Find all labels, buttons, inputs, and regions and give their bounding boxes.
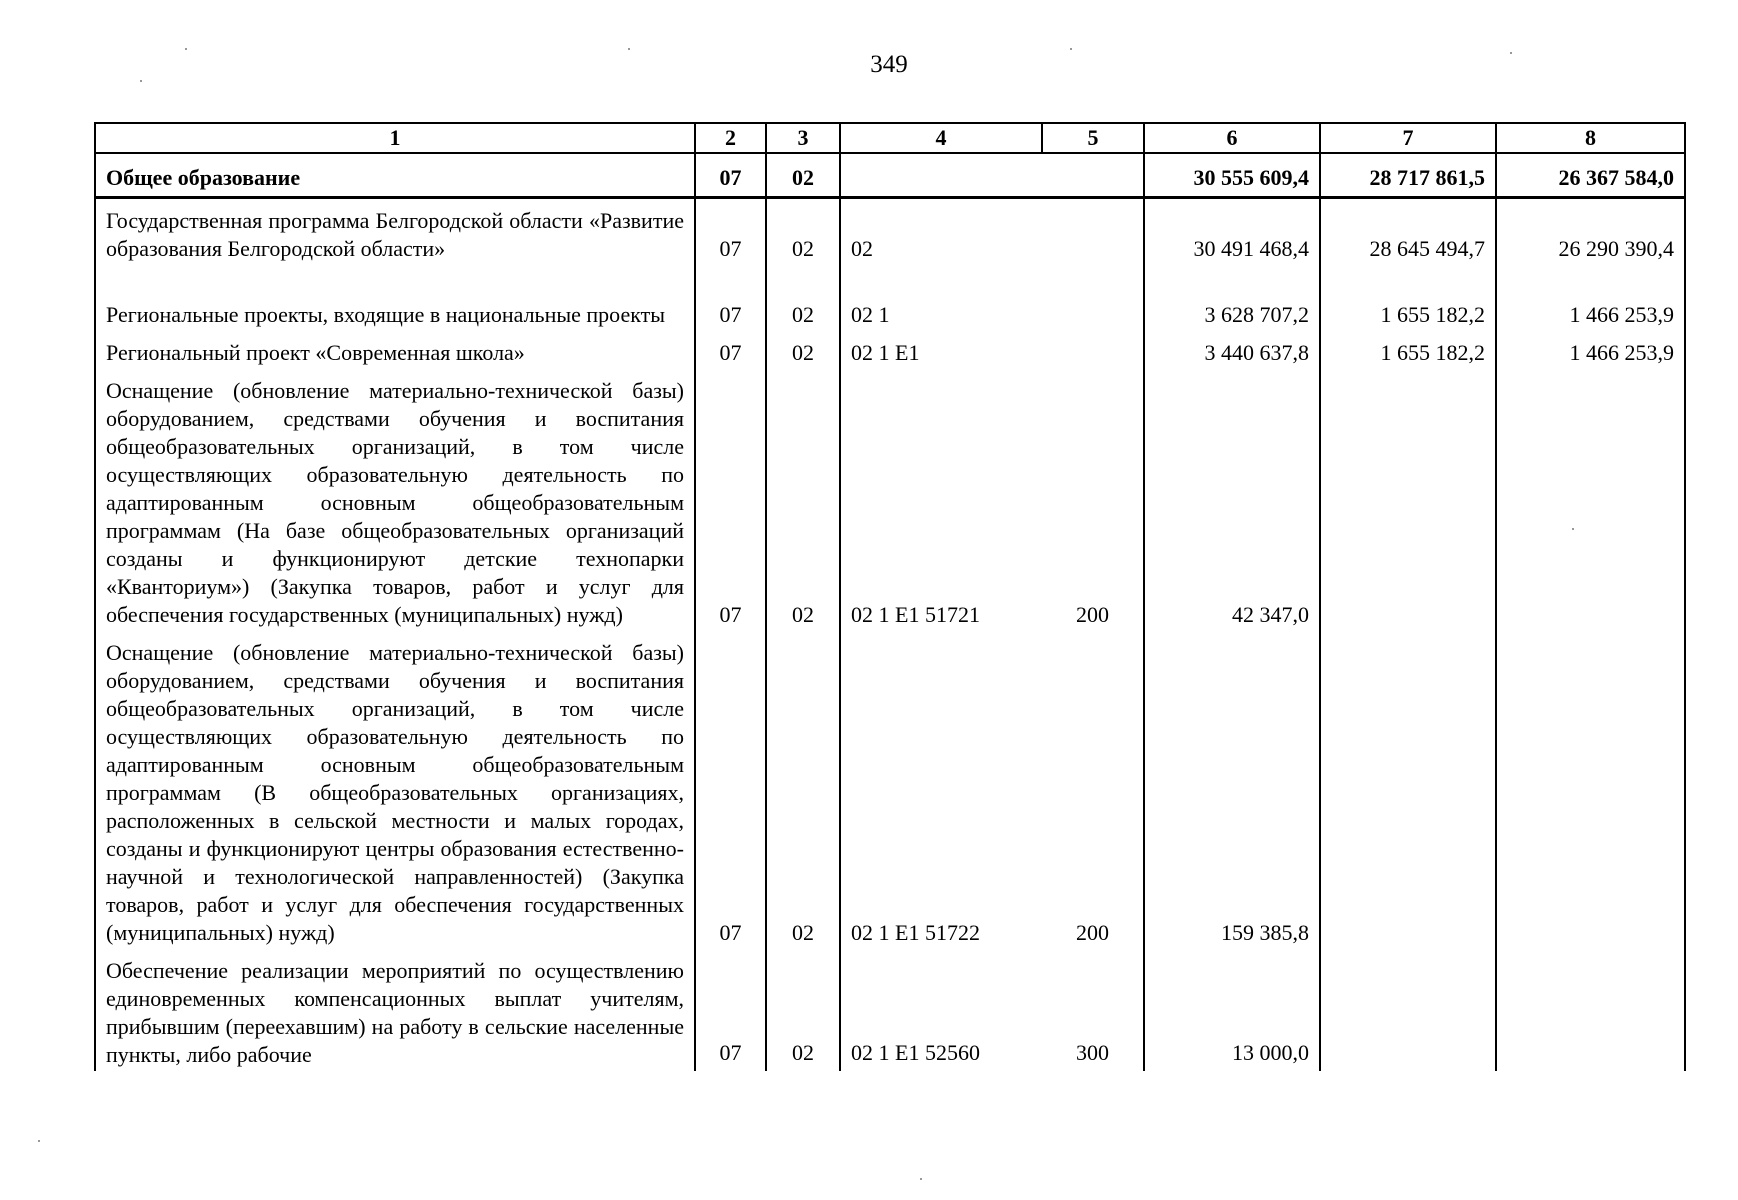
budget-table-container [94, 122, 1684, 1071]
total-section: 07 [695, 153, 766, 198]
row-amount-2023 [1320, 951, 1496, 1071]
row-amount-2024: 1 466 253,9 [1496, 333, 1685, 371]
row-amount-2022: 30 491 468,4 [1144, 198, 1320, 268]
scan-speck [38, 1140, 40, 1142]
row-amount-2024 [1496, 633, 1685, 951]
row-name: Оснащение (обновление материально-технической базы) оборудованием, средствами обучения и воспитания общеобразовательных организаций, в том числе осуществляющих образовательную деятельность по адаптированным основным общеобразовательным программам (В общеобразовательных организациях, расположенных в сельской местности и малых городах, созданы и функционируют центры образования естественно-научной и технологической направленностей) (Закупка товаров, работ и услуг для обеспечения государственных (муниципальных) нужд) [95, 633, 695, 951]
row-name: Региональные проекты, входящие в национальные проекты [95, 267, 695, 333]
row-amount-2022: 159 385,8 [1144, 633, 1320, 951]
scan-speck [628, 48, 630, 50]
row-amount-2023: 1 655 182,2 [1320, 333, 1496, 371]
row-amount-2024 [1496, 951, 1685, 1071]
row-amount-2024 [1496, 371, 1685, 633]
row-name: Обеспечение реализации мероприятий по осуществлению единовременных компенсационных выплат учителям, прибывшим (переехавшим) на работу в сельские населенные пункты, либо рабочие [95, 951, 695, 1071]
header-col-4: 4 [840, 123, 1042, 153]
header-col-8: 8 [1496, 123, 1685, 153]
total-subsection: 02 [766, 153, 840, 198]
row-amount-2023: 1 655 182,2 [1320, 267, 1496, 333]
total-amount-2023: 28 717 861,5 [1320, 153, 1496, 198]
scan-speck [140, 80, 142, 82]
total-name: Общее образование [95, 153, 695, 198]
header-col-7: 7 [1320, 123, 1496, 153]
row-subsection: 02 [766, 371, 840, 633]
header-col-2: 2 [695, 123, 766, 153]
table-row [95, 951, 1685, 1071]
row-section: 07 [695, 267, 766, 333]
row-amount-2023: 28 645 494,7 [1320, 198, 1496, 268]
row-section: 07 [695, 951, 766, 1071]
total-amount-2024: 26 367 584,0 [1496, 153, 1685, 198]
header-row [95, 123, 1685, 153]
row-subsection: 02 [766, 267, 840, 333]
row-name: Государственная программа Белгородской области «Развитие образования Белгородской области» [95, 198, 695, 268]
row-expense-type: 200 [1042, 633, 1144, 951]
row-target-code: 02 1 E1 51721 [840, 371, 1042, 633]
row-expense-type [1042, 198, 1144, 268]
row-amount-2022: 3 628 707,2 [1144, 267, 1320, 333]
table-row [95, 633, 1685, 951]
page-number: 349 [870, 51, 908, 78]
row-section: 07 [695, 333, 766, 371]
row-target-code: 02 1 E1 52560 [840, 951, 1042, 1071]
header-col-1: 1 [95, 123, 695, 153]
row-target-code: 02 1 E1 [840, 333, 1042, 371]
row-section: 07 [695, 371, 766, 633]
table-row [95, 333, 1685, 371]
row-amount-2022: 13 000,0 [1144, 951, 1320, 1071]
total-target-code [840, 153, 1042, 198]
row-subsection: 02 [766, 633, 840, 951]
scan-speck [1572, 528, 1574, 530]
scan-speck [1510, 52, 1512, 54]
total-expense-type [1042, 153, 1144, 198]
row-amount-2022: 42 347,0 [1144, 371, 1320, 633]
budget-table [94, 122, 1686, 1071]
header-col-3: 3 [766, 123, 840, 153]
row-target-code: 02 1 [840, 267, 1042, 333]
row-subsection: 02 [766, 951, 840, 1071]
scan-speck [920, 1178, 922, 1180]
row-subsection: 02 [766, 333, 840, 371]
row-amount-2022: 3 440 637,8 [1144, 333, 1320, 371]
row-target-code: 02 [840, 198, 1042, 268]
row-expense-type: 300 [1042, 951, 1144, 1071]
header-col-5: 5 [1042, 123, 1144, 153]
row-section: 07 [695, 198, 766, 268]
total-row [95, 153, 1685, 198]
table-row [95, 267, 1685, 333]
row-name: Региональный проект «Современная школа» [95, 333, 695, 371]
row-amount-2023 [1320, 633, 1496, 951]
header-col-6: 6 [1144, 123, 1320, 153]
row-name: Оснащение (обновление материально-технической базы) оборудованием, средствами обучения и воспитания общеобразовательных организаций, в том числе осуществляющих образовательную деятельность по адаптированным основным общеобразовательным программам (На базе общеобразовательных организаций созданы и функционируют детские технопарки «Кванториум») (Закупка товаров, работ и услуг для обеспечения государственных (муниципальных) нужд) [95, 371, 695, 633]
row-expense-type [1042, 267, 1144, 333]
scan-speck [1070, 48, 1072, 50]
row-target-code: 02 1 E1 51722 [840, 633, 1042, 951]
row-amount-2024: 26 290 390,4 [1496, 198, 1685, 268]
row-amount-2024: 1 466 253,9 [1496, 267, 1685, 333]
row-amount-2023 [1320, 371, 1496, 633]
row-expense-type: 200 [1042, 371, 1144, 633]
row-expense-type [1042, 333, 1144, 371]
row-section: 07 [695, 633, 766, 951]
total-amount-2022: 30 555 609,4 [1144, 153, 1320, 198]
row-subsection: 02 [766, 198, 840, 268]
scan-speck [185, 48, 187, 50]
table-row [95, 198, 1685, 268]
table-row [95, 371, 1685, 633]
